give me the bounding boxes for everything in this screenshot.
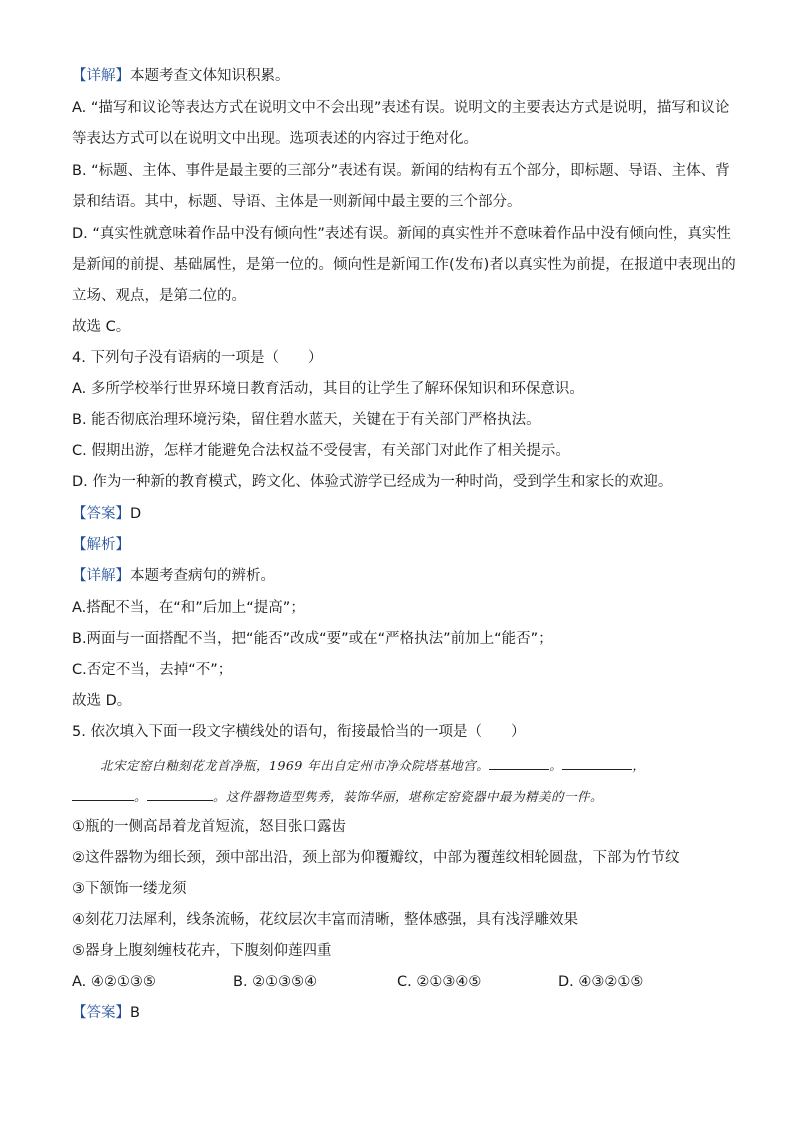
detail-tag: 【详解】 [72,68,130,84]
answer-value: D [130,506,142,522]
q5-sentence-5: ⑤器身上腹刻缠枝花卉，下腹刻仰莲四重 [72,943,332,959]
detail-tag: 【详解】 [72,568,130,584]
q5-sentence-1: ①瓶的一侧高昂着龙首短流，怒目张口露齿 [72,819,346,835]
fill-blank [72,786,134,801]
q5-option-c: C. ②①③④⑤ [397,974,482,990]
passage-punct: ， [632,758,646,773]
q4-explanation-c: C.否定不当，去掉“不”； [72,662,233,678]
q3-option-b-line-2: 景和结语。其中，标题、导语、主体是一则新闻中最主要的三个部分。 [72,194,522,210]
q5-answer-line [72,1003,140,1023]
q4-detail-line [72,566,275,586]
q4-stem: 4. 下列句子没有语病的一项是（ ） [72,350,323,366]
q3-choose: 故选 C。 [72,319,131,335]
passage-punct: 。 [549,758,563,773]
q5-sentence-3: ③下颔饰一缕龙须 [72,881,187,897]
answer-value: B [130,1005,140,1021]
q4-option-d: D. 作为一种新的教育模式，跨文化、体验式游学已经成为一种时尚，受到学生和家长的欢迎。 [72,474,673,490]
passage-text: 。这件器物造型隽秀，装饰华丽，堪称定窑瓷器中最为精美的一件。 [213,789,604,804]
q4-option-a: A. 多所学校举行世界环境日教育活动，其目的让学生了解环保知识和环保意识。 [72,381,584,397]
detail-text: 本题考查病句的辨析。 [130,568,275,584]
q3-detail-line [72,66,290,86]
q5-option-b: B. ②①③⑤④ [233,974,318,990]
answer-tag: 【答案】 [72,1005,130,1021]
q5-option-a: A. ④②①③⑤ [72,974,156,990]
q3-option-d-line-3: 立场、观点，是第二位的。 [72,288,246,304]
passage-text: 北宋定窑白釉刻花龙首净瓶，1969 年出自定州市净众院塔基地宫。 [100,758,490,773]
answer-tag: 【答案】 [72,506,130,522]
q3-option-b-line-1: B. “标题、主体、事件是最主要的三部分”表述有误。新闻的结构有五个部分，即标题、导语、主体、背 [72,163,730,179]
q5-stem: 5. 依次填入下面一段文字横线处的语句，衔接最恰当的一项是（ ） [72,724,526,740]
q4-explanation-a: A.搭配不当，在“和”后加上“提高”； [72,600,305,616]
analysis-tag: 【解析】 [72,537,130,553]
fill-blank [489,755,549,770]
q4-option-b: B. 能否彻底治理环境污染，留住碧水蓝天，关键在于有关部门严格执法。 [72,412,541,428]
q5-passage-line-2 [72,786,603,807]
q4-explanation-b: B.两面与一面搭配不当，把“能否”改成“要”或在“严格执法”前加上“能否”； [72,631,553,647]
q3-option-d-line-2: 是新闻的前提、基础属性，是第一位的。倾向性是新闻工作(发布)者以真实性为前提，在报道中表现出的 [72,257,736,273]
detail-text: 本题考查文体知识积累。 [130,68,290,84]
q5-sentence-4: ④刻花刀法犀利，线条流畅，花纹层次丰富而清晰，整体感强，具有浅浮雕效果 [72,912,578,928]
passage-punct: 。 [134,789,148,804]
q4-choose: 故选 D。 [72,693,132,709]
q3-option-a-line-1: A. “描写和议论等表达方式在说明文中不会出现”表述有误。说明文的主要表达方式是说明，描写和议论 [72,100,730,116]
q4-answer-line [72,504,141,524]
q5-option-d: D. ④③②①⑤ [558,974,644,990]
q4-option-c: C. 假期出游，怎样才能避免合法权益不受侵害，有关部门对此作了相关提示。 [72,443,570,459]
fill-blank [147,786,213,801]
q3-option-a-line-2: 等表达方式可以在说明文中出现。选项表述的内容过于绝对化。 [72,131,478,147]
q3-option-d-line-1: D. “真实性就意味着作品中没有倾向性”表述有误。新闻的真实性并不意味着作品中没有倾向性，真实性 [72,226,731,242]
fill-blank [562,755,632,770]
q5-passage-line-1 [100,755,645,776]
q4-analysis-line [72,535,130,555]
q5-sentence-2: ②这件器物为细长颈，颈中部出沿，颈上部为仰覆瓣纹，中部为覆莲纹相轮圆盘，下部为竹节纹 [72,850,680,866]
